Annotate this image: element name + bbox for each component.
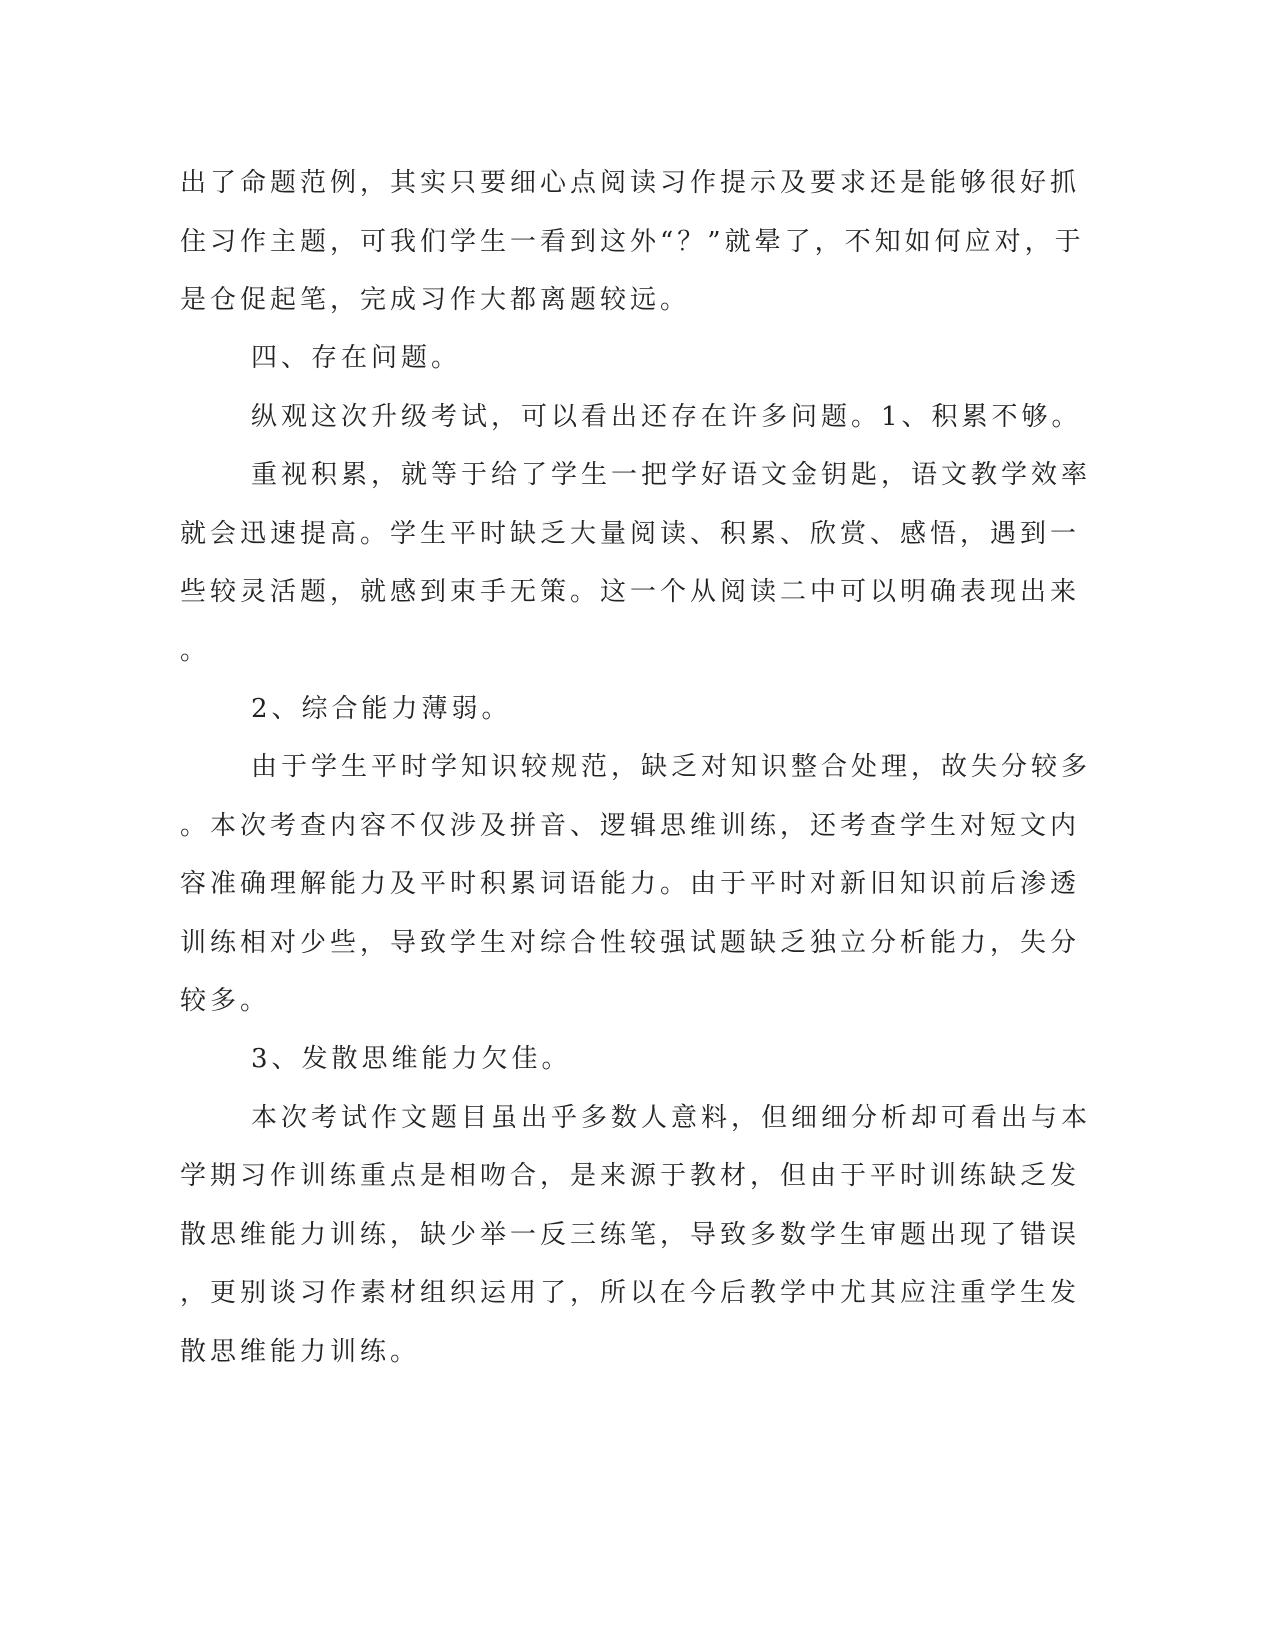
text-line: 。 (180, 636, 211, 666)
text-line: 。本次考查内容不仅涉及拼音、逻辑思维训练，还考查学生对短文内 (180, 811, 1081, 841)
subsection-heading: 3、发散思维能力欠佳。 (251, 1044, 572, 1074)
text-line: 学期习作训练重点是相吻合，是来源于教材，但由于平时训练缺乏发 (180, 1161, 1081, 1191)
text-line: 纵观这次升级考试，可以看出还存在许多问题。1、积累不够。 (251, 402, 1082, 432)
text-line: 散思维能力训练。 (180, 1337, 421, 1367)
text-line: 容准确理解能力及平时积累词语能力。由于平时对新旧知识前后渗透 (180, 869, 1081, 899)
text-line: 本次考试作文题目虽出乎多数人意料，但细细分析却可看出与本 (251, 1103, 1092, 1133)
text-line: 出了命题范例，其实只要细心点阅读习作提示及要求还是能够很好抓 (180, 168, 1081, 198)
text-line: 是仓促起笔，完成习作大都离题较远。 (180, 285, 691, 315)
text-line: 就会迅速提高。学生平时缺乏大量阅读、积累、欣赏、感悟，遇到一 (180, 519, 1081, 549)
text-line: 住习作主题，可我们学生一看到这外“？”就晕了，不知如何应对，于 (180, 227, 1085, 257)
subsection-heading: 2、综合能力薄弱。 (251, 694, 512, 724)
text-line: 些较灵活题，就感到束手无策。这一个从阅读二中可以明确表现出来 (180, 577, 1081, 607)
text-line: ，更别谈习作素材组织运用了，所以在今后教学中尤其应注重学生发 (180, 1278, 1081, 1308)
text-line: 重视积累，就等于给了学生一把学好语文金钥匙，语文教学效率 (251, 460, 1092, 490)
text-line: 较多。 (180, 986, 271, 1016)
section-heading: 四、存在问题。 (251, 343, 462, 373)
text-line: 训练相对少些，导致学生对综合性较强试题缺乏独立分析能力，失分 (180, 928, 1081, 958)
text-line: 散思维能力训练，缺少举一反三练笔，导致多数学生审题出现了错误 (180, 1220, 1081, 1250)
text-line: 由于学生平时学知识较规范，缺乏对知识整合处理，故失分较多 (251, 752, 1092, 782)
